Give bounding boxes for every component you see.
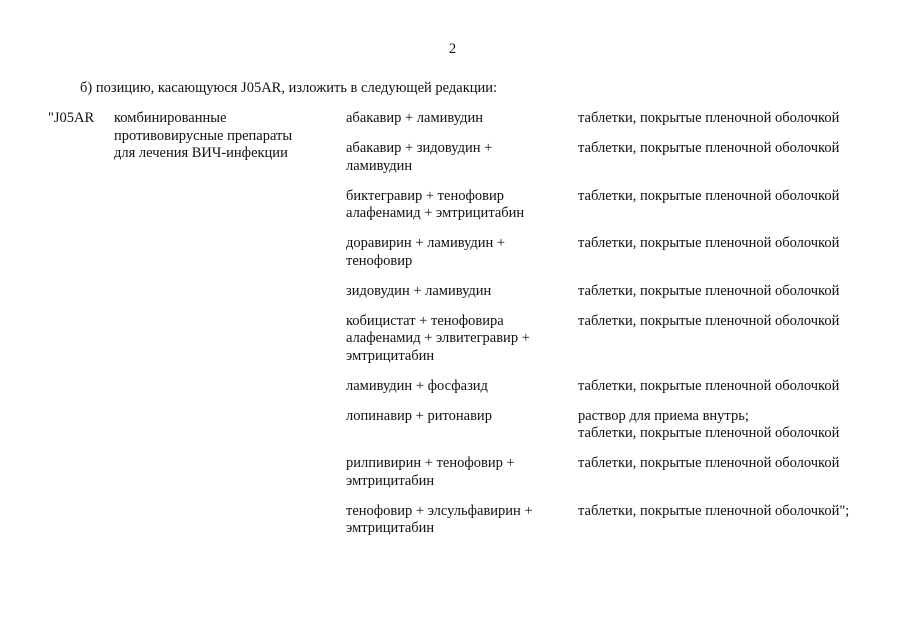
pharmacological-group xyxy=(114,110,346,550)
page-number: 2 xyxy=(448,41,457,57)
drug-name-line: абакавир + ламивудин xyxy=(346,110,483,126)
drug-name-line: тенофовир + элсульфавирин + xyxy=(346,502,533,519)
dosage-form-line: таблетки, покрытые пленочной оболочкой xyxy=(578,140,840,156)
drug-name-line: доравирин + ламивудин + xyxy=(346,235,506,251)
intro-text: б) позицию, касающуюся J05AR, изложить в следующей редакции: xyxy=(80,80,498,96)
dosage-form-line: таблетки, покрытые пленочной оболочкой xyxy=(578,235,840,251)
drug-name-line: кобицистат + тенофовира xyxy=(346,312,504,329)
dosage-form xyxy=(578,188,878,236)
drug-name-line: абакавир + зидовудин + xyxy=(346,140,493,156)
dosage-form-line: таблетки, покрытые пленочной оболочкой"; xyxy=(578,502,850,519)
dosage-form xyxy=(578,455,878,503)
drug-name xyxy=(346,140,578,188)
group-name-line: комбинированные xyxy=(114,110,227,126)
dosage-form-line: таблетки, покрытые пленочной оболочкой xyxy=(578,425,840,441)
drug-table xyxy=(48,110,878,550)
dosage-form xyxy=(578,110,878,140)
drug-name-line: эмтрицитабин xyxy=(346,347,435,364)
table-row xyxy=(48,110,878,140)
drug-name xyxy=(346,455,578,503)
drug-name xyxy=(346,408,578,456)
dosage-form-line: таблетки, покрытые пленочной оболочкой xyxy=(578,110,840,126)
group-name-line: противовирусные препараты xyxy=(114,127,293,144)
drug-table-body xyxy=(48,110,878,550)
dosage-form xyxy=(578,283,878,313)
dosage-form xyxy=(578,235,878,283)
dosage-form-line: таблетки, покрытые пленочной оболочкой xyxy=(578,187,840,204)
drug-name xyxy=(346,235,578,283)
drug-name-line: лопинавир + ритонавир xyxy=(346,407,492,424)
drug-name xyxy=(346,110,578,140)
dosage-form-line: таблетки, покрытые пленочной оболочкой xyxy=(578,312,840,329)
drug-name-line: ламивудин + фосфазид xyxy=(346,377,488,394)
drug-name xyxy=(346,503,578,551)
drug-name-line: тенофовир xyxy=(346,252,413,269)
drug-name xyxy=(346,378,578,408)
atc-code: "J05AR xyxy=(48,110,95,126)
dosage-form-line: таблетки, покрытые пленочной оболочкой xyxy=(578,377,840,394)
drug-name-line: биктегравир + тенофовир xyxy=(346,187,504,204)
drug-name-line: эмтрицитабин xyxy=(346,520,435,536)
dosage-form xyxy=(578,503,878,551)
dosage-form-line: раствор для приема внутрь; xyxy=(578,407,749,424)
dosage-form-line: таблетки, покрытые пленочной оболочкой xyxy=(578,455,840,471)
drug-name-line: алафенамид + элвитегравир + xyxy=(346,330,530,346)
drug-name-line: зидовудин + ламивудин xyxy=(346,282,492,299)
drug-name-line: алафенамид + эмтрицитабин xyxy=(346,205,525,221)
dosage-form xyxy=(578,313,878,378)
drug-name xyxy=(346,283,578,313)
drug-name xyxy=(346,188,578,236)
drug-name-line: рилпивирин + тенофовир + xyxy=(346,455,515,471)
drug-name xyxy=(346,313,578,378)
drug-name-line: ламивудин xyxy=(346,157,413,174)
dosage-form xyxy=(578,378,878,408)
dosage-form xyxy=(578,408,878,456)
drug-name-line: эмтрицитабин xyxy=(346,472,435,489)
dosage-form-line: таблетки, покрытые пленочной оболочкой xyxy=(578,282,840,299)
dosage-form xyxy=(578,140,878,188)
group-name-line: для лечения ВИЧ-инфекции xyxy=(114,145,288,161)
